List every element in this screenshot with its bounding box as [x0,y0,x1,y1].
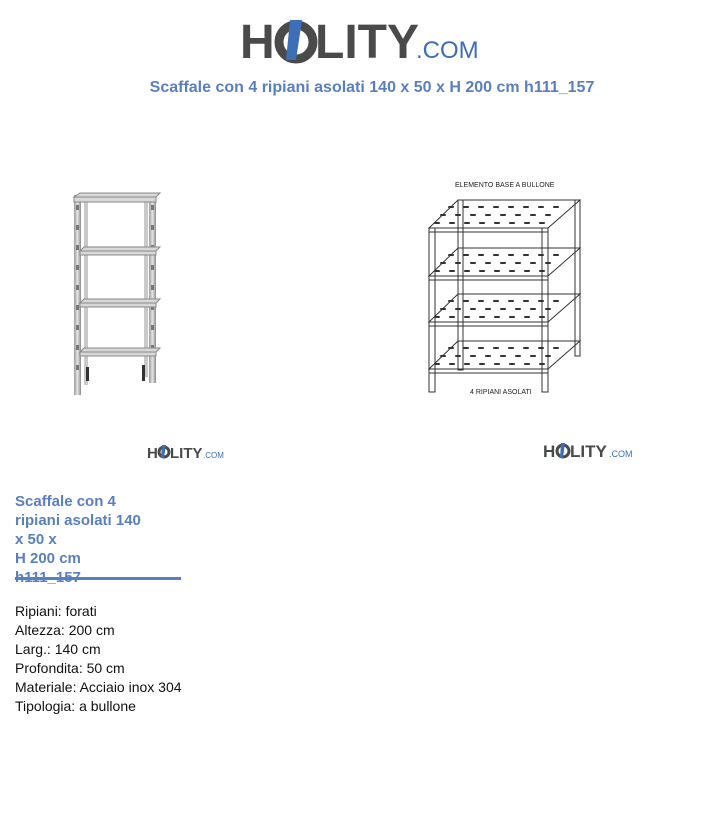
drawing-top-label: ELEMENTO BASE A BULLONE [455,182,555,189]
drawing-bottom-label: 4 RIPIANI ASOLATI [470,389,532,396]
logo-letters-lity: LITY [315,16,419,68]
holity-logo-small-left [147,441,227,463]
holity-logo[interactable] [240,12,480,68]
spec-item: Tipologia: a bullone [15,698,136,714]
logo-suffix: .COM [203,451,224,460]
logo-o-icon [557,443,569,458]
spec-item: Larg.: 140 cm [15,641,101,657]
heading-line: Scaffale con 4 [15,493,116,510]
holity-logo-small-right [543,440,639,462]
spec-list [15,602,182,716]
page-title: Scaffale con 4 ripiani asolati 140 x 50 x H 200 cm h111_157 [149,79,595,96]
logo-o-icon [159,445,169,458]
logo-letters-lity: LITY [170,445,203,462]
product-heading [15,492,185,587]
technical-drawing [418,176,588,398]
heading-underline [15,577,181,580]
logo-letter-h: H [543,442,556,461]
logo-letter-h: H [147,445,158,462]
logo-o-icon [279,20,313,60]
spec-item: Materiale: Acciaio inox 304 [15,679,182,695]
logo-letters-lity: LITY [570,442,607,461]
heading-line: x 50 x [15,531,57,548]
spec-item: Altezza: 200 cm [15,622,115,638]
logo-suffix: .COM [416,37,479,64]
spec-item: Ripiani: forati [15,603,97,619]
logo-letter-h: H [240,16,275,68]
spec-item: Profondita: 50 cm [15,660,125,676]
heading-line: ripiani asolati 140 [15,512,141,529]
product-photo [60,185,170,400]
heading-line: H 200 cm [15,550,81,567]
logo-suffix: .COM [609,449,633,459]
